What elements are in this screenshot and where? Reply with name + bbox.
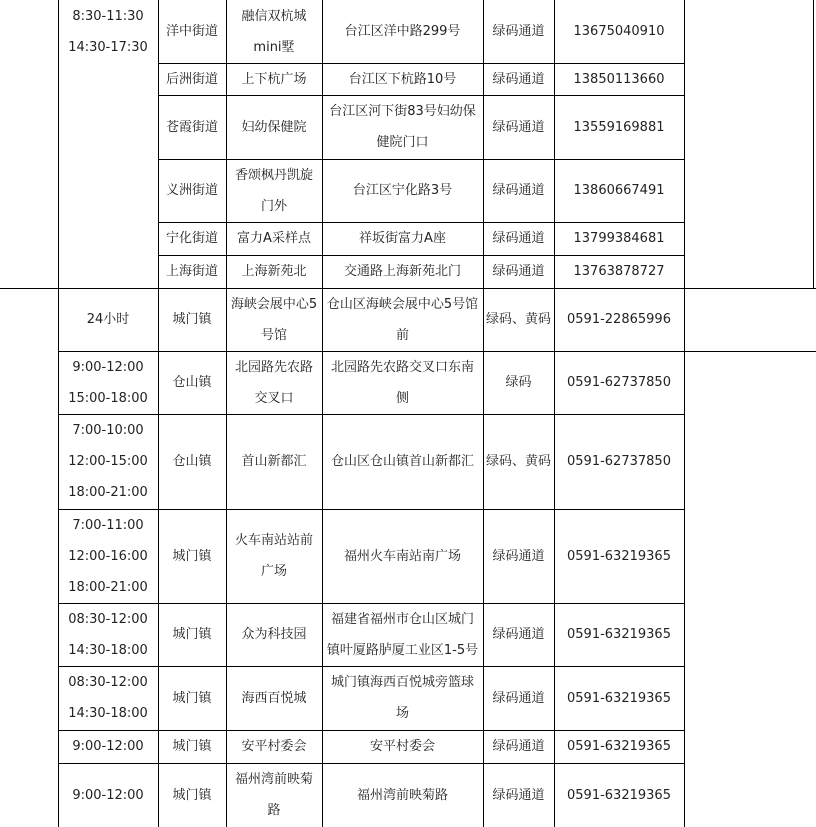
table-cell-street: 上海街道 xyxy=(165,264,218,279)
table-cell-address: 台江区洋中路299号 xyxy=(344,24,461,39)
table-cell-phone: 0591-63219365 xyxy=(567,787,671,803)
table-cell-time: 9:00-12:00 xyxy=(72,739,144,754)
table-cell-code: 绿码通道 xyxy=(492,739,545,754)
table-cell-code: 绿码通道 xyxy=(492,690,545,706)
table-cell-site: 妇幼保健院 xyxy=(241,119,307,135)
table-cell-site: 福州湾前映菊 路 xyxy=(234,772,313,818)
table-cell-code: 绿码、黄码 xyxy=(486,454,552,469)
table-cell-time: 08:30-12:00 14:30-18:00 xyxy=(68,611,148,658)
table-cell-code: 绿码通道 xyxy=(492,548,545,564)
table-cell-phone: 0591-62737850 xyxy=(567,454,671,469)
table-cell-phone: 13763878727 xyxy=(573,264,665,279)
table-cell-phone: 13860667491 xyxy=(573,183,665,198)
table-cell-code: 绿码通道 xyxy=(492,231,545,246)
table-cell-phone: 13799384681 xyxy=(573,231,665,246)
table-cell-site: 火车南站站前 广场 xyxy=(234,533,313,579)
table-cell-street: 仓山镇 xyxy=(172,454,212,469)
table-cell-phone: 0591-22865996 xyxy=(567,312,671,327)
table-cell-street: 城门镇 xyxy=(172,787,212,803)
table-cell-site: 上下杭广场 xyxy=(241,71,307,87)
table-cell-code: 绿码通道 xyxy=(492,119,545,135)
table-cell-phone: 0591-63219365 xyxy=(567,690,671,706)
table-cell-time: 7:00-10:00 12:00-15:00 18:00-21:00 xyxy=(68,423,148,500)
table-cell-phone: 0591-62737850 xyxy=(567,375,671,390)
table-cell-site: 海峡会展中心5 号馆 xyxy=(230,296,318,343)
table-rule xyxy=(684,0,685,827)
table-cell-street: 洋中街道 xyxy=(165,24,218,39)
table-cell-address: 仓山区仓山镇首山新都汇 xyxy=(330,454,474,469)
table-cell-site: 安平村委会 xyxy=(241,739,307,754)
table-cell-street: 城门镇 xyxy=(172,739,212,754)
table-cell-site: 众为科技园 xyxy=(241,627,307,642)
table-cell-phone: 13559169881 xyxy=(573,119,665,135)
table-cell-street: 城门镇 xyxy=(172,312,212,327)
table-cell-time: 24小时 xyxy=(86,312,130,327)
table-cell-code: 绿码、黄码 xyxy=(486,312,552,327)
table-cell-address: 仓山区海峡会展中心5号馆 前 xyxy=(326,296,479,343)
table-cell-street: 城门镇 xyxy=(172,627,212,642)
table-cell-street: 仓山镇 xyxy=(172,375,212,390)
table-cell-site: 融信双杭城 mini墅 xyxy=(241,8,307,55)
table-cell-phone: 0591-63219365 xyxy=(567,739,671,754)
table-cell-site: 海西百悦城 xyxy=(241,690,307,706)
table-cell-code: 绿码通道 xyxy=(492,787,545,803)
table-cell-site: 首山新都汇 xyxy=(241,454,307,469)
table-cell-code: 绿码通道 xyxy=(492,627,545,642)
table-cell-time: 9:00-12:00 xyxy=(72,787,144,803)
table-rule xyxy=(813,0,814,288)
table-cell-address: 城门镇海西百悦城旁篮球 场 xyxy=(330,675,474,721)
table-cell-street: 城门镇 xyxy=(172,548,212,564)
table-cell-site: 香颂枫丹凯旋 门外 xyxy=(234,167,313,214)
table-cell-address: 台江区下杭路10号 xyxy=(348,71,457,87)
table-cell-phone: 13850113660 xyxy=(573,71,665,87)
table-cell-address: 北园路先农路交叉口东南 侧 xyxy=(330,359,474,406)
table-cell-address: 福建省福州市仓山区城门 镇叶厦路胪厦工业区1-5号 xyxy=(326,611,479,658)
table-cell-street: 城门镇 xyxy=(172,690,212,706)
table-cell-site: 富力A采样点 xyxy=(237,231,311,246)
table-cell-address: 福州湾前映菊路 xyxy=(356,787,448,803)
table-cell-address: 台江区河下街83号妇幼保 健院门口 xyxy=(329,104,476,150)
table-cell-time: 7:00-11:00 12:00-16:00 18:00-21:00 xyxy=(68,517,148,595)
table-cell-address: 祥坂街富力A座 xyxy=(359,231,446,246)
table-cell-address: 台江区宁化路3号 xyxy=(352,183,453,198)
table-cell-street: 义洲街道 xyxy=(165,183,218,198)
table-cell-phone: 0591-63219365 xyxy=(567,627,671,642)
table-cell-time: 8:30-11:30 14:30-17:30 xyxy=(68,8,148,55)
table-cell-street: 后洲街道 xyxy=(165,71,218,87)
table-cell-code: 绿码通道 xyxy=(492,183,545,198)
table-cell-phone: 0591-63219365 xyxy=(567,548,671,564)
table-cell-code: 绿码通道 xyxy=(492,24,545,39)
table-cell-address: 安平村委会 xyxy=(369,739,435,754)
table-cell-code: 绿码通道 xyxy=(492,71,545,87)
table-cell-code: 绿码 xyxy=(505,375,532,390)
table-cell-street: 宁化街道 xyxy=(165,231,218,246)
table-cell-time: 9:00-12:00 15:00-18:00 xyxy=(68,359,148,406)
table-cell-phone: 13675040910 xyxy=(573,24,665,39)
table-cell-street: 苍霞街道 xyxy=(165,119,218,135)
table-cell-site: 北园路先农路 交叉口 xyxy=(234,359,313,406)
table-cell-address: 交通路上海新苑北门 xyxy=(343,264,461,279)
table-cell-site: 上海新苑北 xyxy=(241,264,307,279)
table-cell-time: 08:30-12:00 14:30-18:00 xyxy=(68,675,148,721)
table-cell-address: 福州火车南站南广场 xyxy=(343,548,461,564)
table-cell-code: 绿码通道 xyxy=(492,264,545,279)
